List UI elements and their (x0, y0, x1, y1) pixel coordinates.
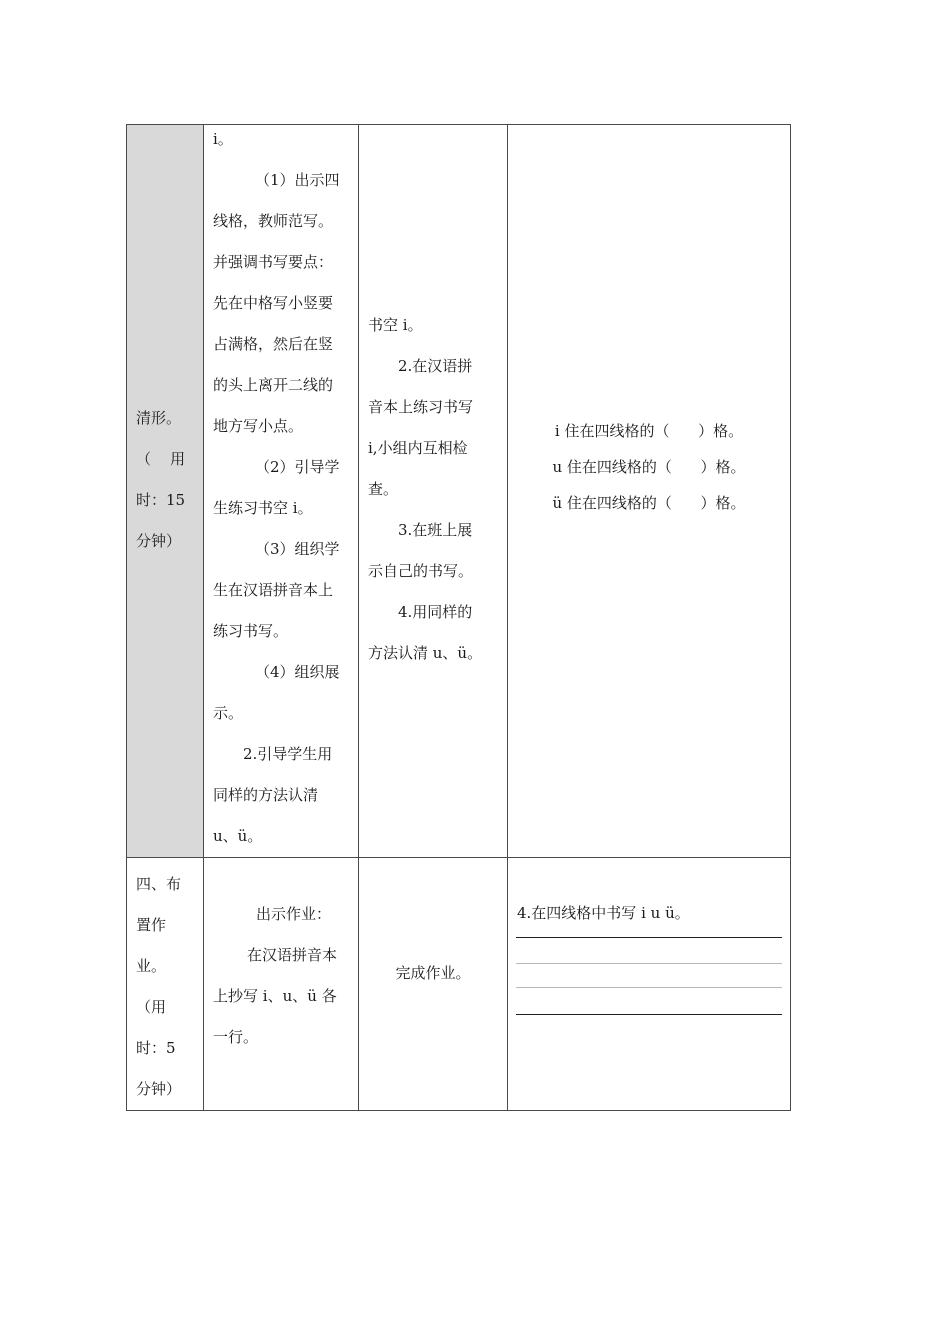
teacher-line: 2.引导学生用 (243, 745, 333, 763)
stage-line: （用 (136, 998, 167, 1016)
lesson-plan-table (126, 124, 791, 1111)
teacher-line: 生练习书空 i。 (213, 499, 313, 517)
student-line: 示自己的书写。 (368, 562, 474, 580)
teacher-line: i。 (213, 130, 233, 148)
student-activity-cell (359, 125, 508, 858)
teacher-line: （1）出示四 (255, 171, 340, 189)
stage-line: （ 用 (136, 450, 186, 468)
stage-line: 时：5 (136, 1039, 176, 1057)
teacher-line: 上抄写 i、u、ü 各 (213, 987, 337, 1005)
fill-blank-line: i 住在四线格的（ ）格。 (554, 422, 744, 440)
student-line: 2.在汉语拼 (398, 357, 473, 375)
stage-line: 置作 (136, 916, 167, 934)
fill-blank-line: u 住在四线格的（ ）格。 (552, 458, 746, 476)
teacher-line: 在汉语拼音本 (247, 946, 338, 964)
teacher-line: （4）组织展 (255, 663, 340, 681)
stage-line: 清形。 (136, 409, 182, 427)
teacher-line: （2）引导学 (255, 458, 340, 476)
stage-line: 四、布 (136, 875, 182, 893)
teacher-line: 练习书写。 (213, 622, 289, 640)
teacher-line: 出示作业： (256, 905, 332, 923)
teacher-line: （3）组织学 (255, 540, 340, 558)
student-line: 书空 i。 (368, 316, 423, 334)
teacher-line: u、ü。 (213, 827, 263, 845)
stage-line: 业。 (136, 957, 167, 975)
teacher-line: 生在汉语拼音本上 (213, 581, 334, 599)
teacher-line: 先在中格写小竖要 (213, 294, 334, 312)
teacher-line: 占满格，然后在竖 (213, 335, 334, 353)
grid-line (516, 987, 782, 988)
teacher-line: 地方写小点。 (213, 417, 304, 435)
teacher-line: 一行。 (213, 1028, 259, 1046)
stage-cell (127, 858, 204, 1111)
teacher-line: 示。 (213, 704, 244, 722)
student-line: 查。 (368, 480, 399, 498)
student-line: 完成作业。 (395, 964, 471, 982)
table-row (127, 125, 791, 858)
student-activity-cell (359, 858, 508, 1111)
stage-line: 时：15 (136, 491, 186, 509)
exercise-cell (508, 858, 791, 1111)
fill-blank-line: ü 住在四线格的（ ）格。 (552, 494, 746, 512)
exercise-cell (508, 125, 791, 858)
stage-cell (127, 125, 204, 858)
grid-line (516, 1014, 782, 1015)
student-line: i,小组内互相检 (368, 439, 468, 457)
teacher-line: 同样的方法认清 (213, 786, 319, 804)
student-line: 4.用同样的 (398, 603, 473, 621)
teacher-activity-cell (204, 858, 359, 1111)
student-line: 方法认清 u、ü。 (368, 644, 483, 662)
student-line: 音本上练习书写 (368, 398, 474, 416)
table-row (127, 858, 791, 1111)
teacher-line: 的头上离开二线的 (213, 376, 334, 394)
stage-line: 分钟） (136, 1080, 182, 1098)
stage-line: 分钟） (136, 532, 182, 550)
four-line-grid (516, 937, 782, 1017)
homework-title: 4.在四线格中书写 i u ü。 (517, 904, 690, 922)
student-line: 3.在班上展 (398, 521, 473, 539)
teacher-line: 线格，教师范写。 (213, 212, 334, 230)
grid-line (516, 963, 782, 964)
teacher-line: 并强调书写要点： (213, 253, 334, 271)
teacher-activity-cell (204, 125, 359, 858)
grid-line (516, 937, 782, 938)
